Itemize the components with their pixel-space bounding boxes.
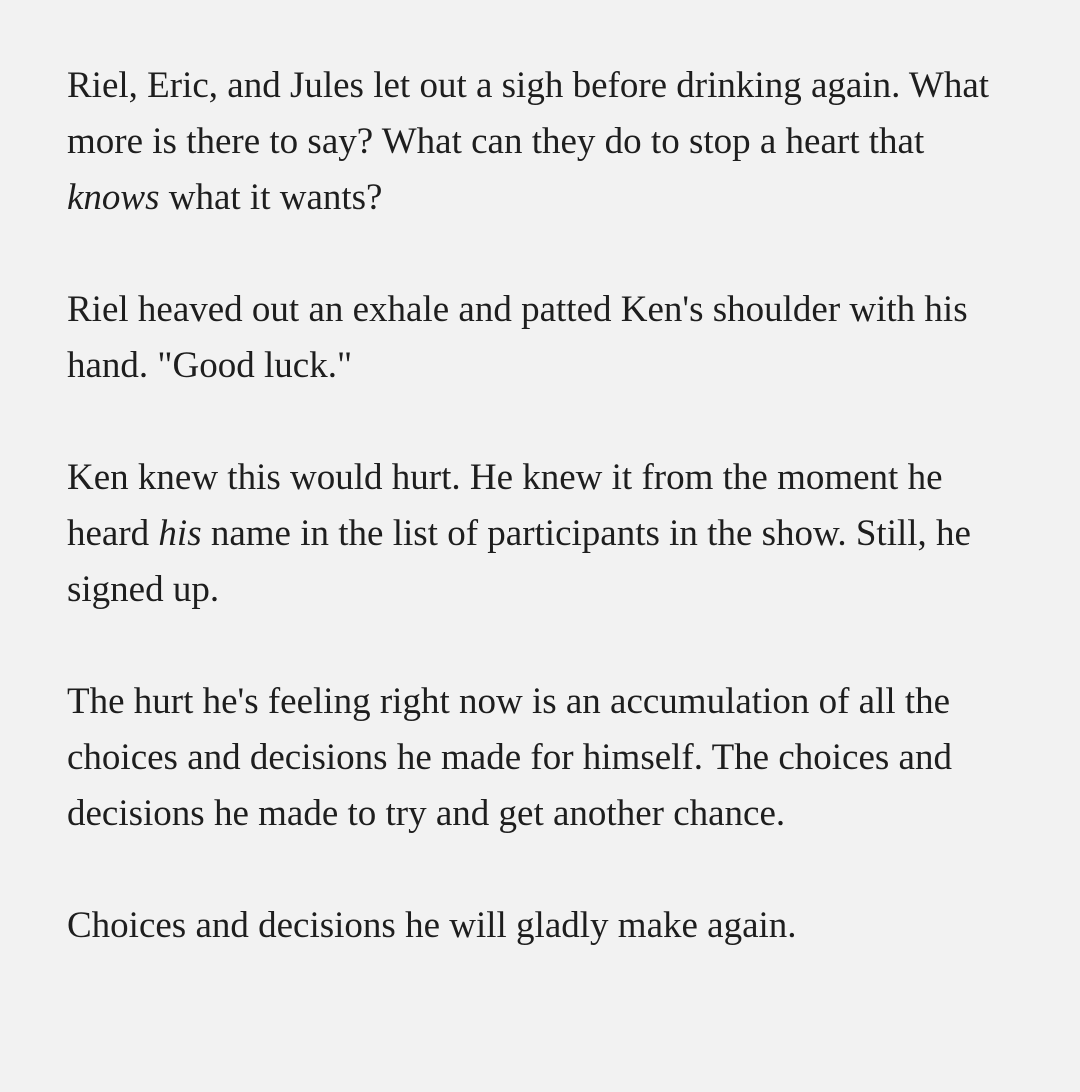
paragraph-3-emphasis: his [158,513,202,554]
paragraph-3-text-before: Ken knew this would hurt. He knew it from the moment he heard [67,457,943,554]
paragraph-4-text: The hurt he's feeling right now is an accumulation of all the choices and decisions he made for himself. The choices and decisions he made to try and get another chance. [67,681,952,834]
paragraph-2-text: Riel heaved out an exhale and patted Ken's shoulder with his hand. "Good luck." [67,289,968,386]
paragraph-1-text-before: Riel, Eric, and Jules let out a sigh before drinking again. What more is there to say? What can they do to stop a heart that [67,65,990,162]
paragraph-1-text-after: what it wants? [159,177,383,218]
story-paragraph-1 [67,58,1020,226]
paragraph-1-emphasis: knows [67,177,160,218]
paragraph-5-text: Choices and decisions he will gladly make again. [67,905,797,946]
story-paragraph-4 [67,674,1020,842]
story-paragraph-5 [67,898,1020,954]
story-paragraph-2 [67,282,1020,394]
paragraph-3-text-after: name in the list of participants in the show. Still, he signed up. [67,513,971,610]
story-paragraph-3 [67,450,1020,618]
